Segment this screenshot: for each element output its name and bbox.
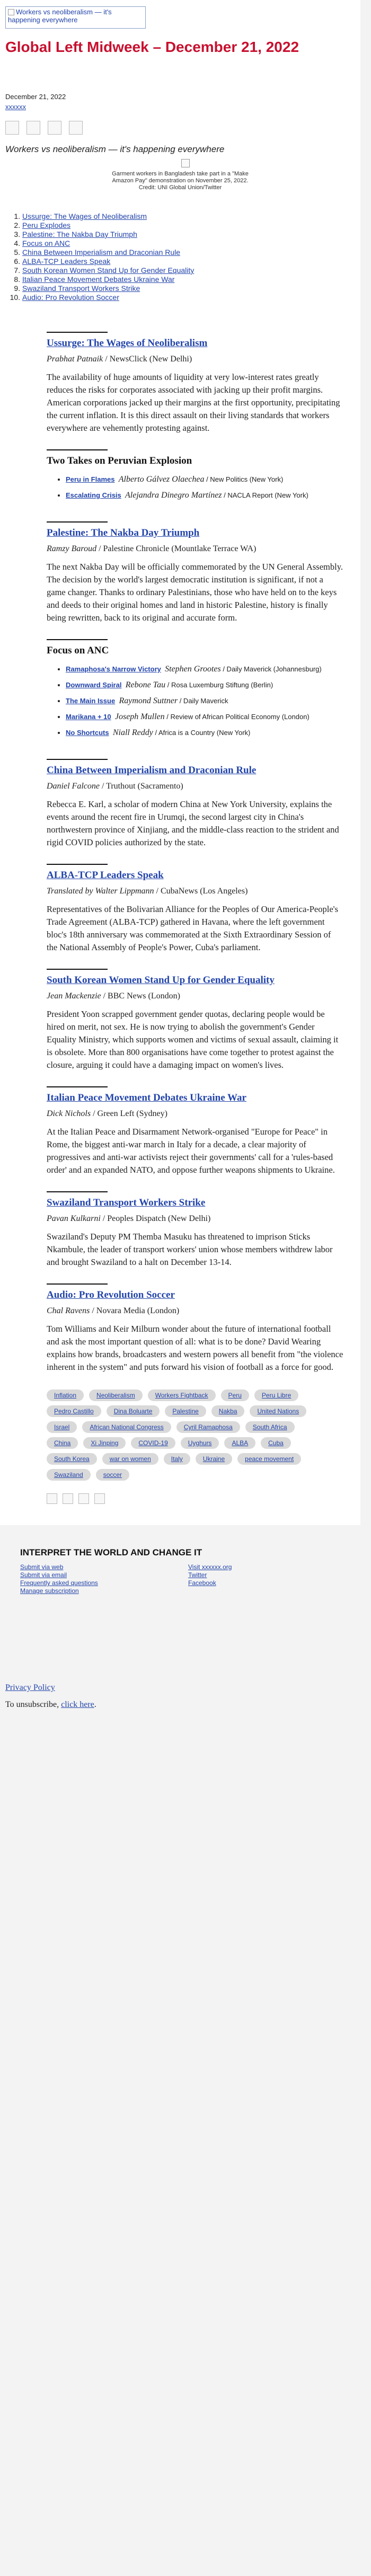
article-title-link[interactable]: ALBA-TCP Leaders Speak (47, 870, 164, 881)
submit-email-link[interactable]: Submit via email (20, 1571, 67, 1579)
item-source: / Review of African Political Economy (London) (164, 713, 310, 721)
link-share-icon[interactable] (69, 121, 83, 135)
toc-item (22, 239, 323, 248)
section-divider (47, 759, 108, 760)
article-summary: Tom Williams and Keir Milburn wonder about the future of international football and ask the most important question of all: what is to be done? David Wearing explains how brands, broadcasters and western powers all benefit from "the violence inherent in the system" and puts forward his vision of football as a force for good. (47, 1324, 343, 1372)
byline-source: / Novara Media (London) (90, 1306, 180, 1315)
section-heading: Focus on ANC (47, 645, 109, 656)
section-divider (47, 639, 108, 640)
byline-author: Jean Mackenzie (47, 992, 101, 1001)
section-divider (47, 449, 108, 450)
share-icons-row (5, 121, 83, 135)
list-item (66, 491, 343, 500)
toc-item (22, 230, 323, 239)
tag-pill[interactable]: Neoliberalism (89, 1389, 143, 1401)
link-icon[interactable] (94, 1493, 105, 1504)
byline-author: Prabhat Patnaik (47, 355, 103, 364)
tag-pill[interactable]: United Nations (250, 1405, 306, 1417)
item-source: / New Politics (New York) (204, 475, 284, 483)
tag-pill[interactable]: COVID-19 (131, 1437, 175, 1449)
item-source: / Africa is a Country (New York) (153, 729, 251, 737)
broken-image-icon (8, 9, 14, 15)
unsubscribe-line (5, 1700, 96, 1710)
list-item (66, 696, 343, 706)
visit-site-link[interactable]: Visit xxxxxx.org (188, 1563, 232, 1571)
manage-subscription-link[interactable]: Manage subscription (20, 1587, 79, 1595)
article-title-link[interactable]: Swaziland Transport Workers Strike (47, 1197, 206, 1208)
byline-source: / Green Left (Sydney) (91, 1109, 167, 1118)
tag-pill[interactable]: Xi Jinping (83, 1437, 126, 1449)
article-summary: The next Nakba Day will be officially commemorated by the UN General Assembly. The decision by the world's largest democratic institution is significant, if not a game changer. Thanks to ordinary Palestinians, those who have held on to the keys and deeds to their original homes and land in historic Palestine, history is finally being rewritten, back to its original and accurate form. (47, 562, 343, 623)
section-divider (47, 1086, 108, 1087)
article-title-link[interactable]: Italian Peace Movement Debates Ukraine War (47, 1092, 246, 1103)
tag-pill[interactable]: Cyril Ramaphosa (176, 1421, 240, 1433)
email-share-icon[interactable] (48, 121, 61, 135)
footer-right-links (188, 1563, 232, 1587)
item-author: Joseph Mullen (114, 712, 165, 721)
subtitle: Workers vs neoliberalism — it's happening everywhere (5, 144, 225, 154)
article-title (47, 869, 343, 882)
tag-pill[interactable]: African National Congress (82, 1421, 171, 1433)
article-title (47, 1197, 343, 1209)
article-list (47, 475, 343, 507)
toc-link[interactable]: Audio: Pro Revolution Soccer (22, 293, 119, 302)
byline-source: / Palestine Chronicle (Mountlake Terrace WA) (96, 544, 257, 553)
toc-item (22, 266, 323, 275)
tag-pill[interactable]: Peru (221, 1389, 249, 1401)
item-source: / Daily Maverick (Johannesburg) (220, 665, 322, 673)
tag-pill[interactable]: Uyghurs (181, 1437, 219, 1449)
article-list (47, 665, 343, 744)
faq-link[interactable]: Frequently asked questions (20, 1579, 98, 1587)
byline (47, 1212, 343, 1225)
byline (47, 990, 343, 1003)
toc-link[interactable]: Italian Peace Movement Debates Ukraine War (22, 275, 175, 284)
list-item (66, 475, 343, 484)
toc-link[interactable]: China Between Imperialism and Draconian Rule (22, 248, 181, 256)
unsubscribe-suffix: . (94, 1700, 96, 1709)
tag-pill[interactable]: China (47, 1437, 78, 1449)
footer (0, 1525, 360, 1674)
publish-date: December 21, 2022 (5, 93, 66, 101)
unsubscribe-link[interactable]: click here (61, 1700, 94, 1709)
toc-link[interactable]: ALBA-TCP Leaders Speak (22, 257, 111, 265)
tag-list (47, 1389, 322, 1481)
byline (47, 353, 343, 366)
tag-pill[interactable]: Swaziland (47, 1469, 91, 1481)
tag-pill[interactable]: South Korea (47, 1453, 97, 1465)
article-title (47, 337, 343, 350)
byline (47, 1305, 343, 1317)
byline-source: / BBC News (London) (101, 992, 180, 1001)
article-title-link[interactable]: Ussurge: The Wages of Neoliberalism (47, 338, 208, 349)
footer-title: INTERPRET THE WORLD AND CHANGE IT (20, 1547, 202, 1557)
item-source: / Rosa Luxemburg Stiftung (Berlin) (165, 681, 273, 689)
social-icons-row (47, 1493, 105, 1504)
unsubscribe-text: To unsubscribe, (5, 1700, 61, 1709)
table-of-contents (5, 212, 323, 302)
tag-pill[interactable]: Israel (47, 1421, 77, 1433)
article-title-link[interactable]: Palestine: The Nakba Day Triumph (47, 527, 200, 538)
article-title-link[interactable]: Audio: Pro Revolution Soccer (47, 1289, 175, 1300)
byline (47, 1108, 343, 1120)
twitter-icon[interactable] (63, 1493, 73, 1504)
article-link[interactable]: Marikana + 10 (66, 713, 111, 721)
broken-image-icon (181, 159, 190, 167)
toc-link[interactable]: Focus on ANC (22, 239, 70, 247)
article-title (47, 1092, 343, 1104)
tag-pill[interactable]: Cuba (261, 1437, 291, 1449)
tag-pill[interactable]: peace movement (237, 1453, 301, 1465)
submit-web-link[interactable]: Submit via web (20, 1563, 64, 1571)
article-title (47, 527, 343, 539)
item-author: Alberto Gálvez Olaechea (118, 475, 205, 484)
section-divider (47, 864, 108, 865)
hero-image (132, 159, 238, 170)
tag-pill[interactable]: ALBA (224, 1437, 255, 1449)
item-source: / Daily Maverick (178, 697, 228, 705)
hero-caption (80, 171, 281, 191)
byline-author: Chal Ravens (47, 1306, 90, 1315)
toc-link[interactable]: Palestine: The Nakba Day Triumph (22, 230, 137, 238)
article-link[interactable]: Peru in Flames (66, 475, 115, 483)
byline-author: Pavan Kulkarni (47, 1214, 101, 1223)
logo-alt-text: Workers vs neoliberalism — it's happening everywhere (8, 8, 112, 24)
facebook-share-icon[interactable] (5, 121, 19, 135)
article-link[interactable]: Escalating Crisis (66, 491, 121, 499)
byline-author: Daniel Falcone (47, 782, 100, 791)
section-divider (47, 969, 108, 970)
tag-pill[interactable]: South Africa (245, 1421, 295, 1433)
tag-pill[interactable]: soccer (96, 1469, 129, 1481)
page-title: Global Left Midweek – December 21, 2022 (5, 39, 299, 55)
toc-item (22, 248, 323, 257)
toc-item (22, 212, 323, 221)
section-heading: Two Takes on Peruvian Explosion (47, 455, 192, 466)
item-source: / NACLA Report (New York) (222, 491, 308, 499)
tag-pill[interactable]: Nakba (211, 1405, 245, 1417)
section-divider (47, 332, 108, 333)
byline (47, 780, 343, 793)
toc-item (22, 293, 323, 302)
byline-source: / Peoples Dispatch (New Delhi) (100, 1214, 211, 1223)
byline-source: / CubaNews (Los Angeles) (154, 887, 248, 896)
item-author: Niall Reddy (112, 728, 153, 737)
byline-author: Translated by Walter Lippmann (47, 887, 154, 896)
toc-link[interactable]: Swaziland Transport Workers Strike (22, 284, 140, 293)
toc-item (22, 284, 323, 293)
article-summary: Representatives of the Bolivarian Alliance for the Peoples of Our America-People's Trade Agreement (ALBA-TCP) gathered in Havana, where the left government bloc's 18th anniversary was commemorated at the Sixth Extraordinary Session of the National Assembly of People's Power, Cuba's parliament. (47, 904, 339, 952)
section-divider (47, 521, 108, 523)
article-title-link[interactable]: South Korean Women Stand Up for Gender Equality (47, 975, 275, 986)
toc-item (22, 275, 323, 284)
article-title-link[interactable]: China Between Imperialism and Draconian Rule (47, 765, 257, 776)
tag-pill[interactable]: war on women (102, 1453, 158, 1465)
article-link[interactable]: The Main Issue (66, 697, 116, 705)
item-author: Stephen Grootes (165, 665, 221, 674)
article-summary: The availability of huge amounts of liquidity at very low-interest rates greatly reduces the risks for corporates associated with jacking up their profit margins. American corporations jacked up their margins at the first opportunity, precipitating the current inflation. It is this direct assault on their living standards that workers everywhere are vehemently protesting against. (47, 372, 340, 433)
section-divider (47, 1283, 108, 1285)
caption-line: Garment workers in Bangladesh take part in a "Make (112, 171, 249, 177)
privacy-policy-link[interactable]: Privacy Policy (5, 1683, 55, 1692)
list-item (66, 728, 343, 738)
item-author: Raymond Suttner (119, 696, 178, 705)
twitter-link[interactable]: Twitter (188, 1571, 207, 1579)
email-icon[interactable] (78, 1493, 89, 1504)
facebook-icon[interactable] (47, 1493, 57, 1504)
tag-pill[interactable]: Italy (164, 1453, 190, 1465)
toc-link[interactable]: Ussurge: The Wages of Neoliberalism (22, 212, 147, 220)
toc-item (22, 257, 323, 266)
article-title (47, 974, 343, 987)
tag-pill[interactable]: Workers Fightback (148, 1389, 216, 1401)
byline-author: Ramzy Baroud (47, 544, 97, 553)
item-author: Rebone Tau (125, 680, 166, 689)
article-summary: President Yoon scrapped government gender quotas, declaring people would be hired on merit, not sex. He is now trying to abolish the government's Gender Equality Ministry, which supports women and victims of sexual assault, claiming it is obsolete. More than 800 organisations have come together to protest against the closure, arguing it could have a damaging impact on women's lives. (47, 1009, 339, 1070)
tag-pill[interactable]: Palestine (165, 1405, 206, 1417)
article-title (47, 1289, 343, 1302)
byline (47, 543, 343, 555)
article-summary: At the Italian Peace and Disarmament Network-organised "Europe for Peace" in Rome, the biggest anti-war march in Italy for a decade, a clear majority of progressives and anti-war activists reject their governments' call for a 'rules-based order' and an expanded NATO, and oppose further weapons shipments to Ukraine. (47, 1127, 335, 1175)
article-link[interactable]: Downward Spiral (66, 681, 122, 689)
tag-pill[interactable]: Peru Libre (254, 1389, 298, 1401)
caption-line: Amazon Pay" demonstration on November 25, 2022. (112, 178, 249, 184)
byline-author: Dick Nichols (47, 1109, 91, 1118)
tag-pill[interactable]: Dina Boluarte (107, 1405, 160, 1417)
article-link[interactable]: No Shortcuts (66, 729, 109, 737)
list-item (66, 712, 343, 722)
article-summary: Swaziland's Deputy PM Themba Masuku has threatened to imprison Sticks Nkambule, the leader of transport workers' union whose members withdrew labor and brought Swaziland to a halt on December 13-14. (47, 1232, 333, 1267)
author-link[interactable]: xxxxxx (5, 103, 26, 111)
item-author: Alejandra Dinegro Martínez (125, 491, 222, 500)
list-item (66, 680, 343, 690)
tag-pill[interactable]: Pedro Castillo (47, 1405, 101, 1417)
article-summary: Rebecca E. Karl, a scholar of modern China at New York University, explains the events around the recent fire in Urumqi, the second largest city in China's northwestern province of Xinjiang, and the middle-class reaction to the strident and rigid COVID policies authorized by the state. (47, 799, 339, 847)
byline-source: / NewsClick (New Delhi) (103, 355, 192, 364)
tag-pill[interactable]: Inflation (47, 1389, 84, 1401)
toc-item (22, 221, 323, 230)
toc-link[interactable]: Peru Explodes (22, 221, 71, 229)
tag-pill[interactable]: Ukraine (196, 1453, 232, 1465)
twitter-share-icon[interactable] (26, 121, 40, 135)
byline (47, 885, 343, 898)
header-logo-image[interactable] (5, 6, 146, 29)
byline-source: / Truthout (Sacramento) (99, 782, 183, 791)
toc-link[interactable]: South Korean Women Stand Up for Gender Equality (22, 266, 195, 275)
caption-line: Credit: UNI Global Union/Twitter (138, 184, 222, 191)
article-title (47, 764, 343, 777)
facebook-link[interactable]: Facebook (188, 1579, 216, 1587)
section-divider (47, 1191, 108, 1192)
list-item (66, 665, 343, 674)
article-link[interactable]: Ramaphosa's Narrow Victory (66, 665, 161, 673)
footer-left-links (20, 1563, 98, 1595)
